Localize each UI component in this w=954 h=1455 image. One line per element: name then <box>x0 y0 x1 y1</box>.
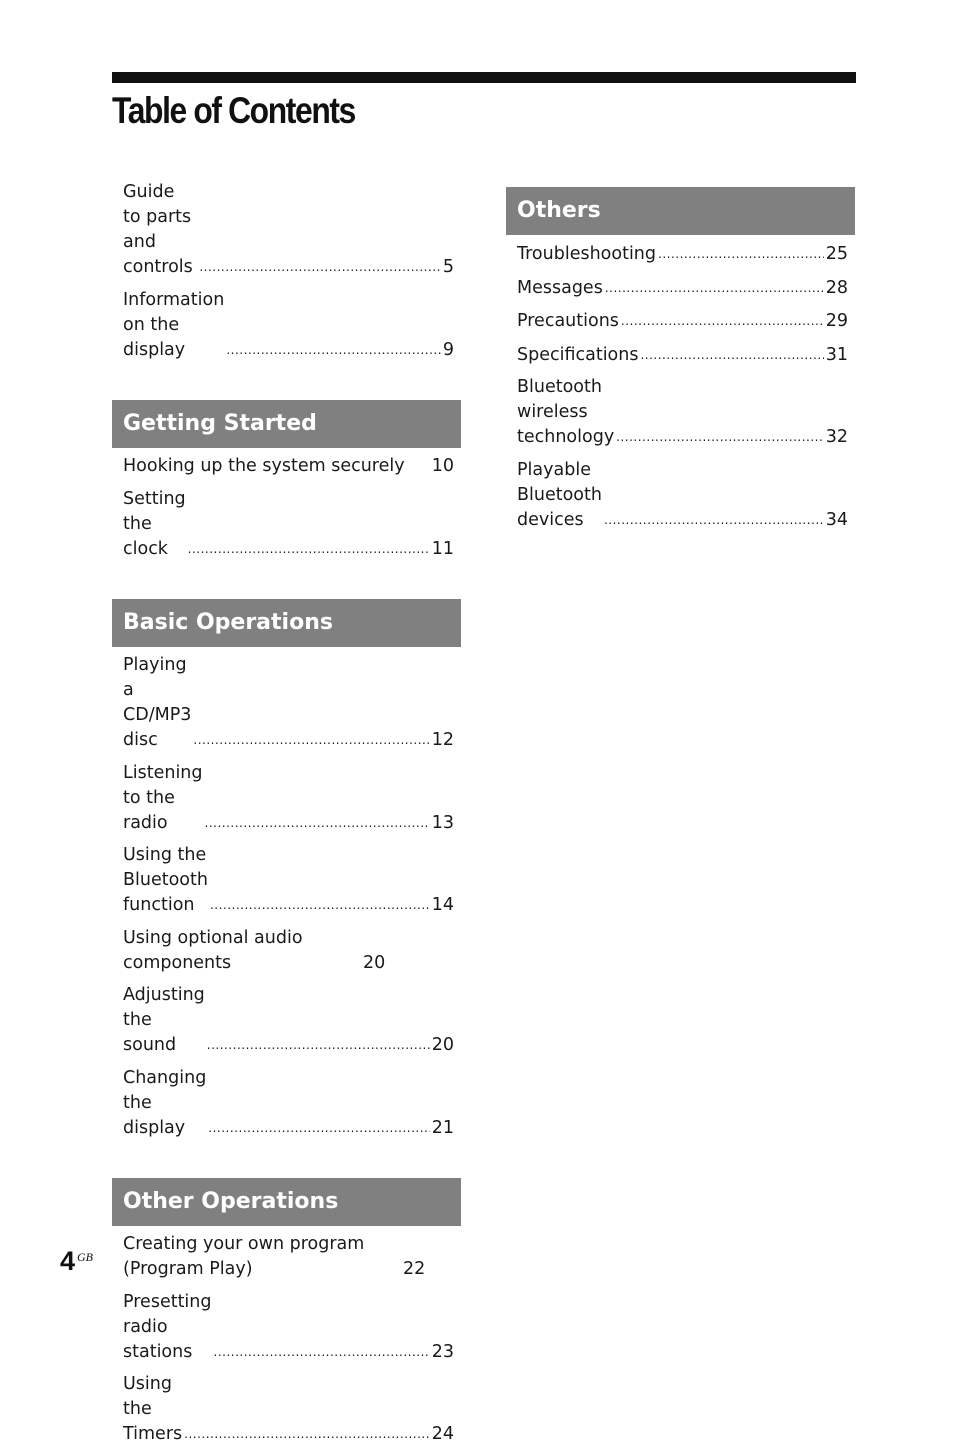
other-operations-list <box>112 1226 461 1447</box>
top-rule <box>112 72 856 83</box>
toc-entry[interactable]: Playing a CD/MP3 disc ..... 12 <box>123 653 454 753</box>
toc-entry[interactable]: Using the Timers ..... 24 <box>123 1372 454 1447</box>
toc-entry[interactable]: Troubleshooting ..... 25 <box>517 241 848 267</box>
others-list <box>506 235 855 533</box>
section-header-getting-started: Getting Started <box>112 400 461 448</box>
toc-entry[interactable]: Using the Bluetooth function ..... 14 <box>123 843 454 918</box>
toc-entry[interactable]: Messages ..... 28 <box>517 275 848 301</box>
page-number-suffix: GB <box>77 1250 93 1264</box>
intro-list <box>112 178 461 363</box>
page-title: Table of Contents <box>112 90 355 131</box>
toc-entry[interactable]: Listening to the radio ..... 13 <box>123 761 454 836</box>
toc-entry[interactable]: Bluetooth wireless technology ..... 32 <box>517 375 848 450</box>
toc-entry[interactable]: Setting the clock ..... 11 <box>123 487 454 562</box>
toc-entry[interactable]: Adjusting the sound ..... 20 <box>123 983 454 1058</box>
toc-entry[interactable]: Playable Bluetooth devices ..... 34 <box>517 458 848 533</box>
right-column <box>506 187 855 540</box>
getting-started-list <box>112 448 461 562</box>
left-column <box>112 178 461 1455</box>
toc-entry[interactable]: Changing the display ..... 21 <box>123 1066 454 1141</box>
toc-entry[interactable]: Hooking up the system securely 10 <box>123 456 454 476</box>
toc-entry[interactable]: Specifications ..... 31 <box>517 342 848 368</box>
section-header-basic-operations: Basic Operations <box>112 599 461 647</box>
toc-entry[interactable]: Presetting radio stations ..... 23 <box>123 1290 454 1365</box>
toc-entry[interactable]: Precautions ..... 29 <box>517 308 848 334</box>
basic-operations-list <box>112 647 461 1141</box>
toc-entry[interactable]: Information on the display ..... 9 <box>123 288 454 363</box>
page-number: 4 <box>60 1246 76 1276</box>
toc-entry[interactable]: Using optional audio components 20 <box>123 927 386 973</box>
toc-entry[interactable]: Guide to parts and controls ..... 5 <box>123 180 454 280</box>
toc-entry[interactable]: Creating your own program (Program Play) 22 <box>123 1234 426 1279</box>
section-header-others: Others <box>506 187 855 235</box>
section-header-other-operations: Other Operations <box>112 1178 461 1226</box>
